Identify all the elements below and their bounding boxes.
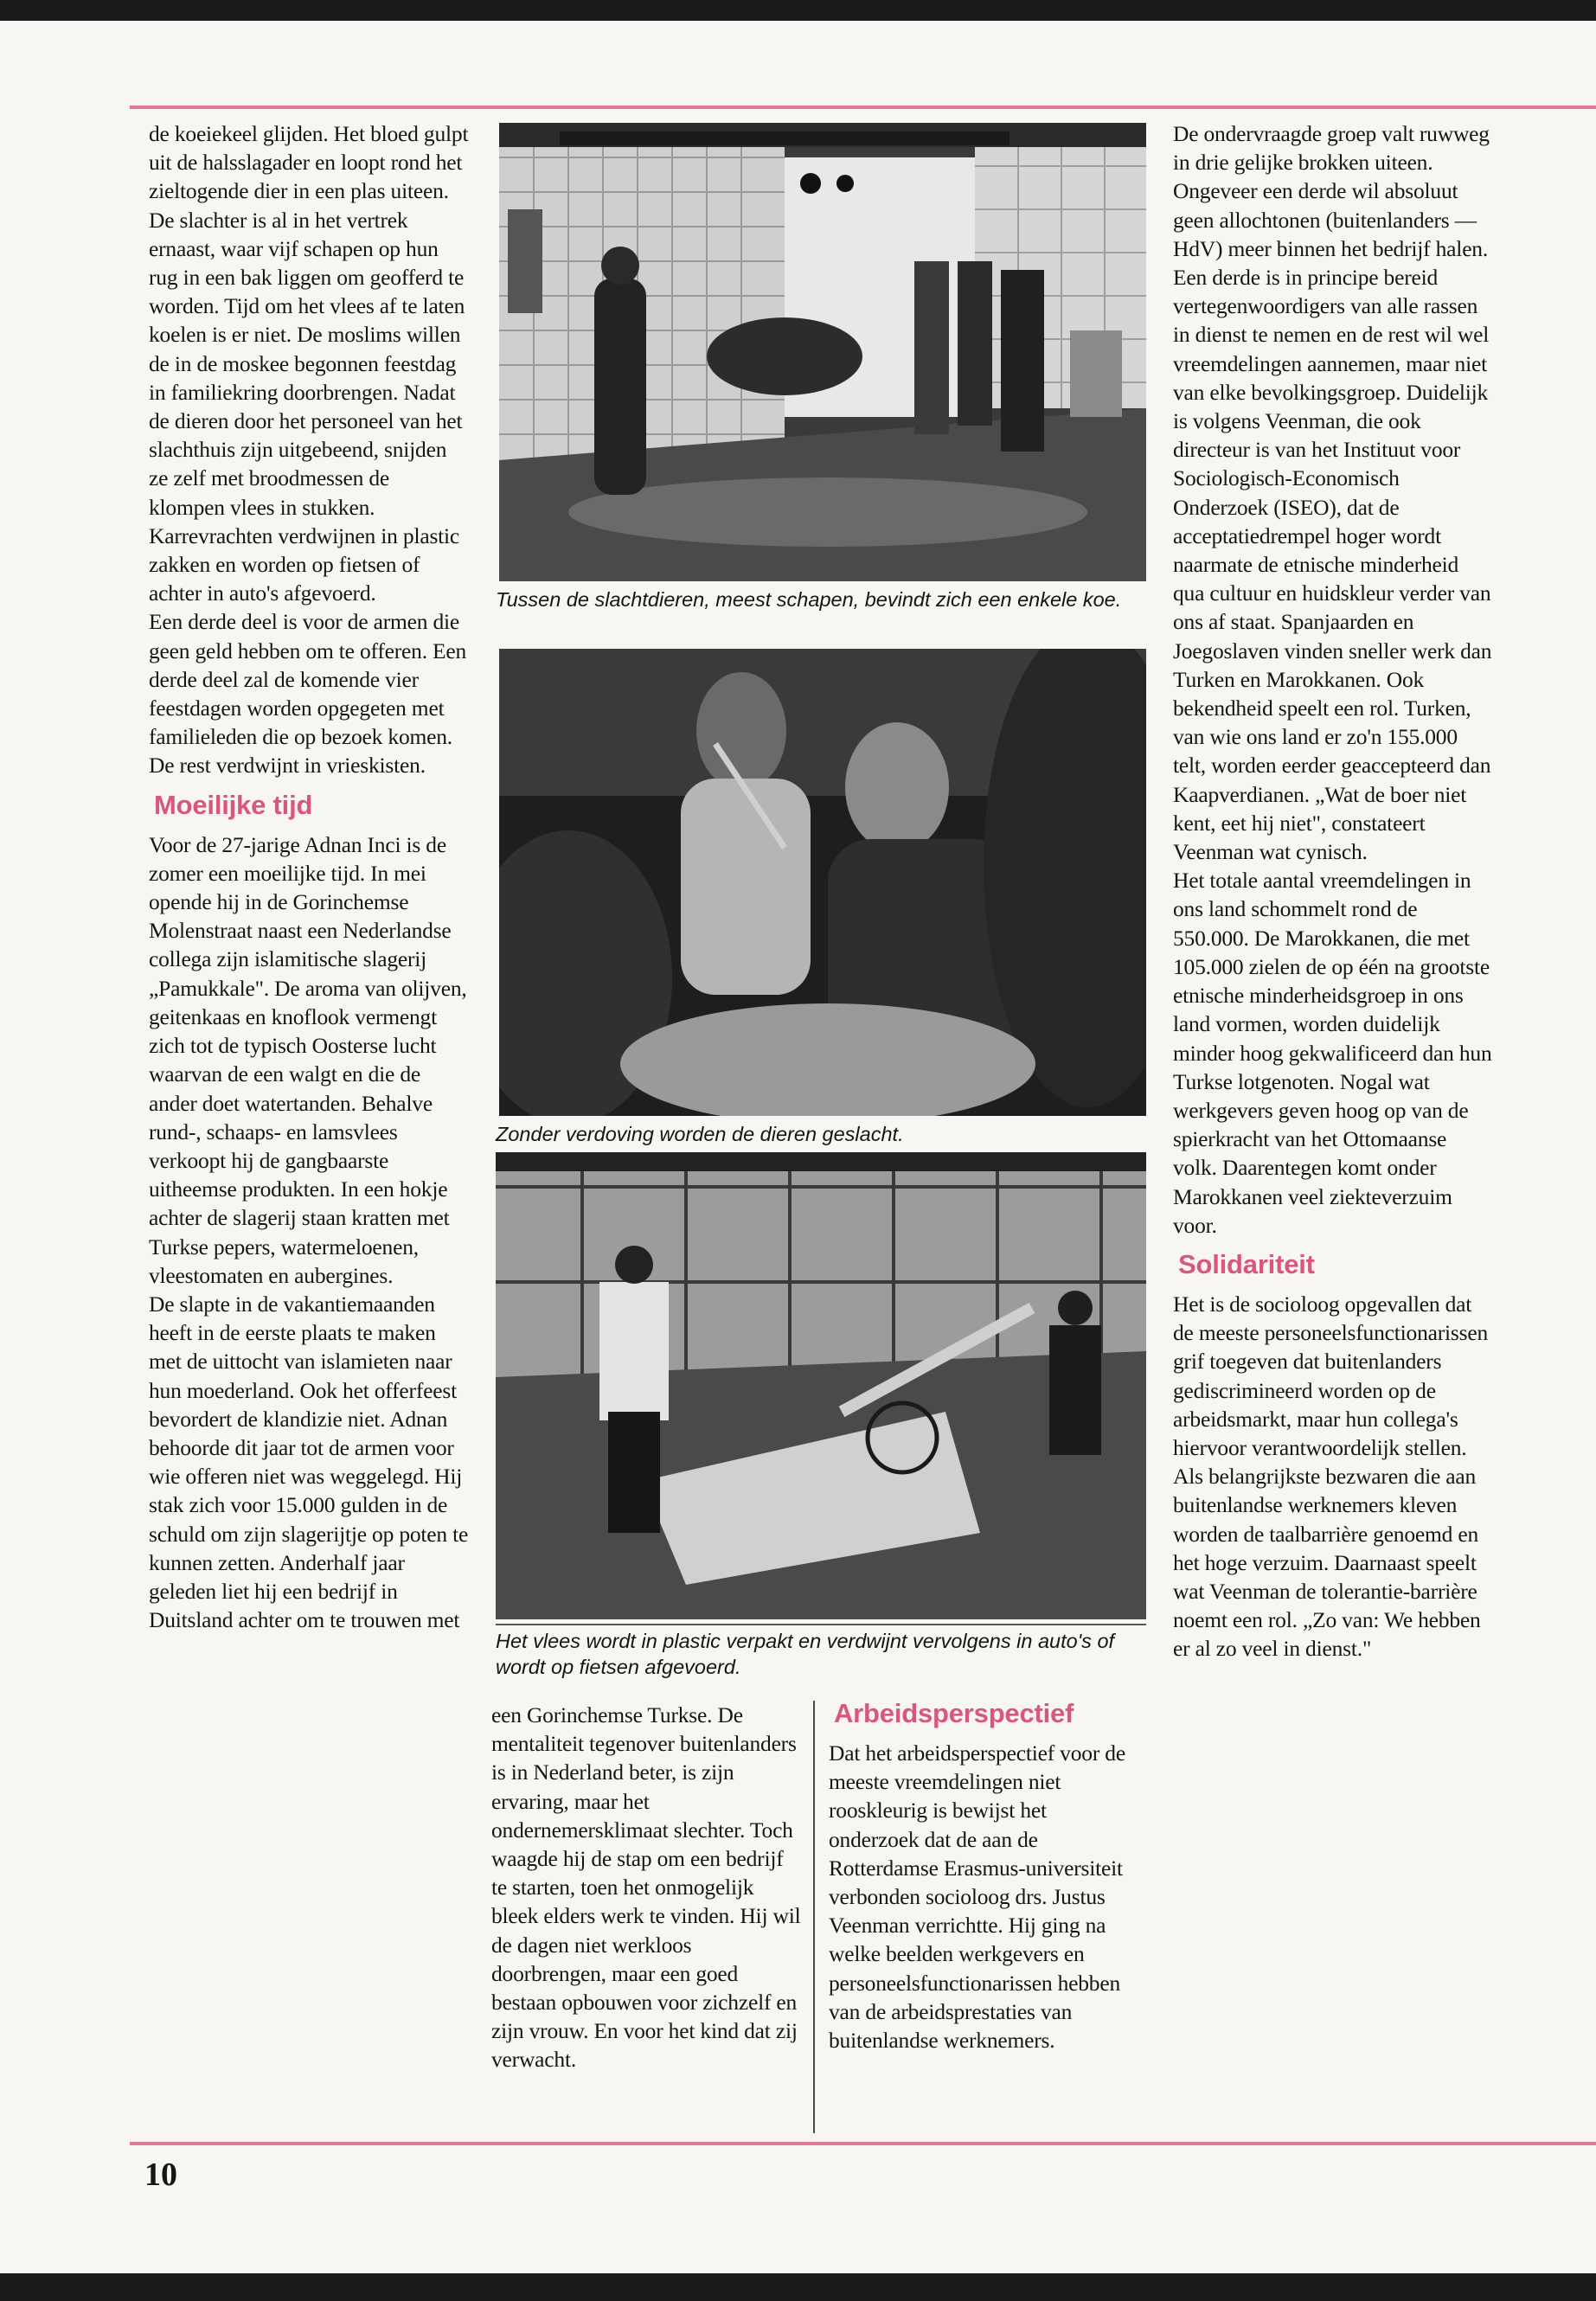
- column-divider: [813, 1701, 815, 2133]
- photo-slaughtering-without-anesthesia: [499, 649, 1146, 1116]
- paragraph: De slachter is al in het vertrek ernaast, waar vijf schapen op hun rug in een bak liggen om geofferd te worden. Tijd om het vlees af te laten koelen is er niet. De moslims willen de in de moskee begonnen feestdag in familiekring doorbrengen. Nadat de dieren door het personeel van het slachthuis zijn uitgebeend, snijden ze zelf met broodmessen de klompen vlees in stukken. Karrevrachten verdwijnen in plastic zakken en worden op fietsen of achter in auto's afgevoerd.: [149, 207, 465, 606]
- text-column-4: [1173, 119, 1495, 1663]
- section-heading-solidariteit: Solidariteit: [1178, 1248, 1315, 1279]
- paragraph: Voor de 27-jarige Adnan Inci is de zomer een moeilijke tijd. In mei opende hij in de Gorinchemse Molenstraat naast een Nederlandse collega zijn islamitische slagerij „Pamukkale". De aroma van olijven, geitenkaas en knoflook vermengt zich tot de typisch Oosterse lucht waarvan de een walgt en die de ander doet watertanden. Behalve rund-, schaaps- en lamsvlees verkoopt hij de gangbaarste uitheemse produkten. In een hokje achter de slagerij staan kratten met Turkse pepers, watermeloenen, vleestomaten en aubergines.: [149, 831, 467, 1288]
- top-pink-rule: [130, 106, 1596, 109]
- caption-divider: [496, 1624, 1146, 1625]
- paragraph: Dat het arbeidsperspectief voor de meeste vreemdelingen niet rooskleurig is bewijst het onderzoek dat de aan de Rotterdamse Erasmus-universiteit verbonden socioloog drs. Justus Veenman verrichtte. Hij ging na welke beelden werkgevers en personeelsfunctionarissen hebben van de arbeidsprestaties van buitenlandse werknemers.: [829, 1740, 1125, 2054]
- page-number: 10: [144, 2157, 177, 2193]
- paragraph: De ondervraagde groep valt ruwweg in drie gelijke brokken uiteen. Ongeveer een derde wil absoluut geen allochtonen (buitenlanders — HdV) meer binnen het bedrijf halen. Een derde is in principe bereid vertegenwoordigers van alle rassen in dienst te nemen en de rest wil wel vreemdelingen aannemen, maar niet van elke bevolkingsgroep. Duidelijk is volgens Veenman, die ook directeur is van het Instituut voor Sociologisch-Economisch Onderzoek (ISEO), dat de acceptatiedrempel hoger wordt naarmate de etnische minderheid qua cultuur en huidskleur verder van ons af staat. Spanjaarden en Joegoslaven vinden sneller werk dan Turken en Marokkanen. Ook bekendheid speelt een rol. Turken, van wie ons land er zo'n 155.000 telt, worden eerder geaccepteerd dan Kaapverdianen. „Wat de boer niet kent, eet hij niet", constateert Veenman wat cynisch.: [1173, 121, 1492, 865]
- paragraph: Het totale aantal vreemdelingen in ons land schommelt rond de 550.000. De Marokkanen, die met 105.000 zielen de op één na grootste etnische minderheidsgroep in ons land vormen, worden duidelijk minder hoog gekwalificeerd dan hun Turkse lotgenoten. Nogal wat werkgevers geven hoog op van de spierkracht van het Ottomaanse volk. Daarentegen komt onder Marokkanen veel ziekteverzuim voor.: [1173, 868, 1492, 1238]
- photo-caption-1: Tussen de slachtdieren, meest schapen, bevindt zich een enkele koe.: [496, 588, 1122, 611]
- bottom-pink-rule: [130, 2142, 1596, 2145]
- photo-caption-2: Zonder verdoving worden de dieren geslacht.: [496, 1123, 904, 1145]
- text-column-1: [149, 119, 469, 1634]
- paragraph: Een derde deel is voor de armen die geen geld hebben om te offeren. Een derde deel zal de komende vier feestdagen worden opgegeten met familieleden die op bezoek komen. De rest verdwijnt in vrieskisten.: [149, 609, 467, 779]
- photo-loading-meat: [496, 1152, 1146, 1619]
- paragraph: Het is de socioloog opgevallen dat de meeste personeelsfunctionarissen grif toegeven dat buitenlanders gediscrimineerd worden op de arbeidsmarkt, maar hun collega's hiervoor verantwoordelijk stellen. Als belangrijkste bezwaren die aan buitenlandse werknemers kleven worden de taalbarrière genoemd en het hoge verzuim. Daarnaast speelt wat Veenman de tolerantie-barrière noemt een rol. „Zo van: We hebben er al zo veel in dienst.": [1173, 1291, 1489, 1662]
- photo-slaughterhouse-hall: [499, 123, 1146, 581]
- section-heading-moeilijke-tijd: Moeilijke tijd: [154, 789, 313, 820]
- paragraph: De slapte in de vakantiemaanden heeft in de eerste plaats te maken met de uittocht van islamieten naar hun moederland. Ook het offerfeest bevordert de klandizie niet. Adnan behoorde dit jaar tot de armen voor wie offeren niet was weggelegd. Hij stak zich voor 15.000 gulden in de schuld om zijn slagerijtje op poten te kunnen zetten. Anderhalf jaar geleden liet hij een bedrijf in Duitsland achter om te trouwen met: [149, 1291, 469, 1633]
- bottom-black-border: [0, 2273, 1596, 2301]
- paragraph: een Gorinchemse Turkse. De mentaliteit tegenover buitenlanders is in Nederland beter, is zijn ervaring, maar het ondernemersklimaat slechter. Toch waagde hij de stap om een bedrijf te starten, toen het onmogelijk bleek elders werk te vinden. Hij wil de dagen niet werkloos doorbrengen, maar een goed bestaan opbouwen voor zichzelf en zijn vrouw. En voor het kind dat zij verwacht.: [491, 1702, 801, 2073]
- section-heading-arbeidsperspectief: Arbeidsperspectief: [834, 1698, 1074, 1728]
- top-black-border: [0, 0, 1596, 21]
- text-column-2: [491, 1701, 803, 2074]
- text-column-3: [829, 1697, 1136, 2054]
- photo-caption-3: Het vlees wordt in plastic verpakt en verdwijnt vervolgens in auto's of wordt op fietsen afgevoerd.: [496, 1630, 1115, 1678]
- paragraph: de koeiekeel glijden. Het bloed gulpt uit de halsslagader en loopt rond het zieltogende dier in een plas uiteen.: [149, 121, 469, 204]
